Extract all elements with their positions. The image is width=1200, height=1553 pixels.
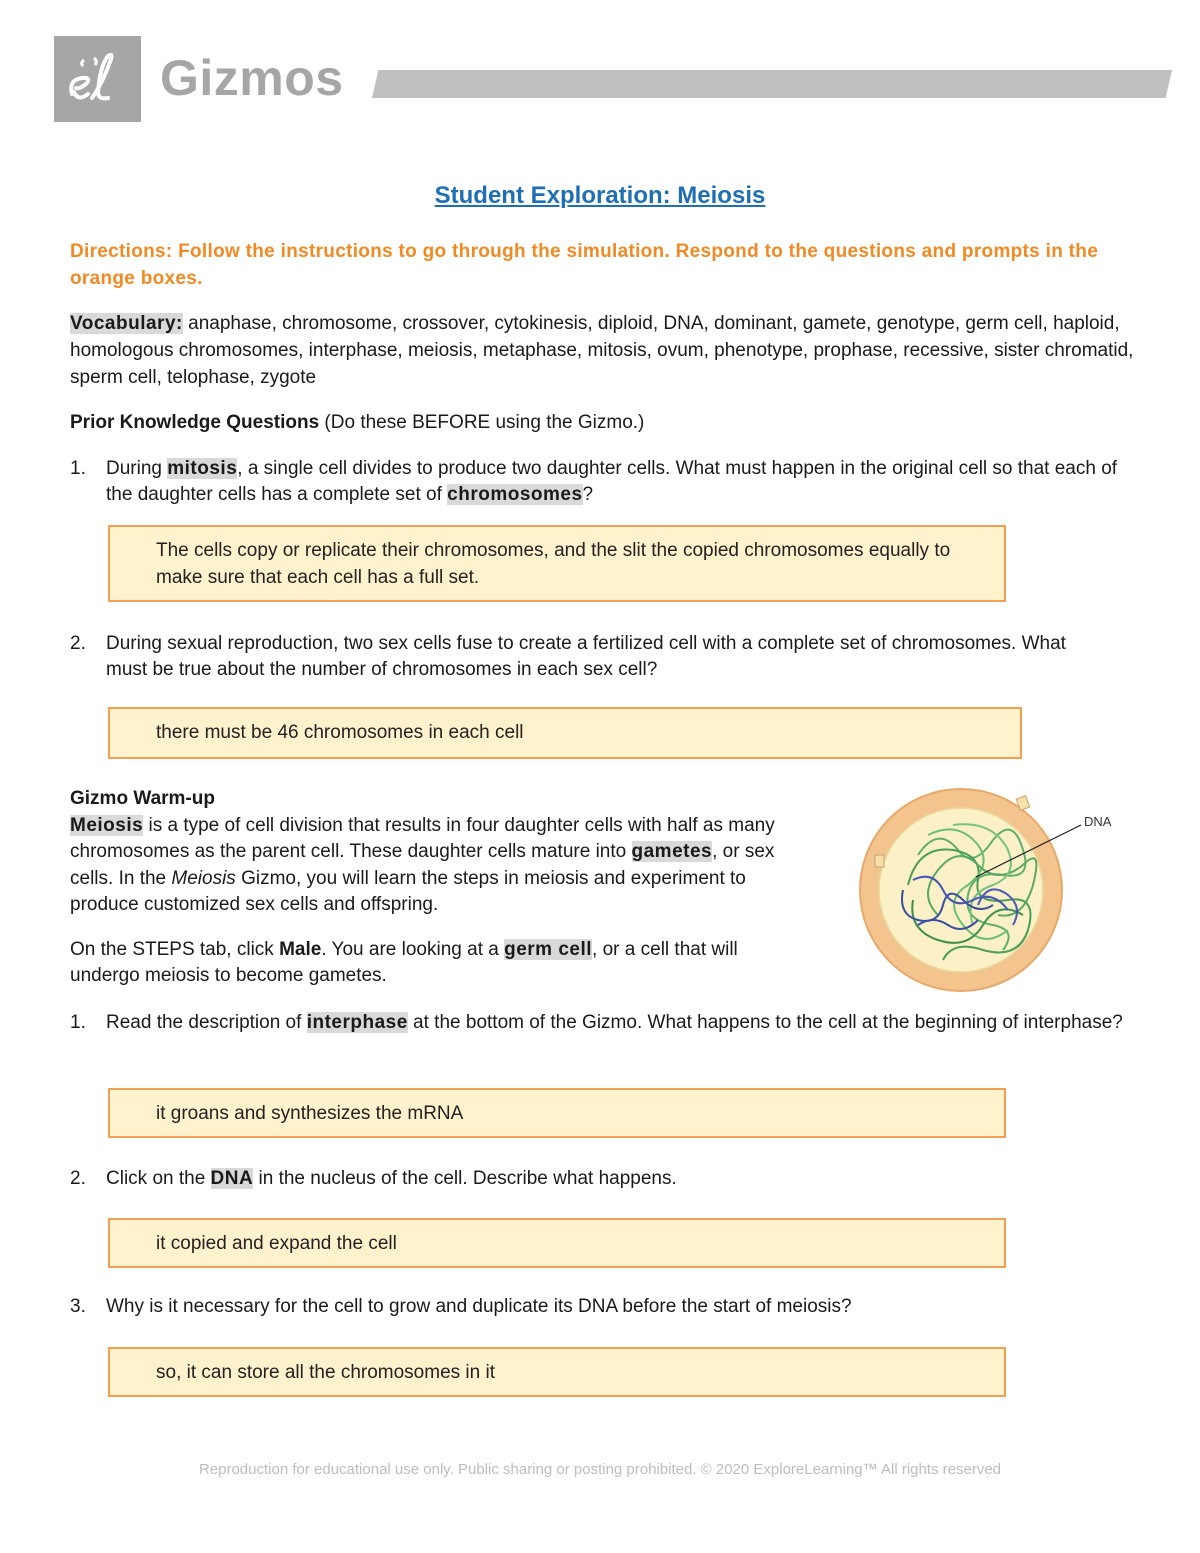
male-label: Male bbox=[279, 938, 322, 960]
question-text: Read the description of bbox=[106, 1012, 307, 1033]
question-text: During sexual reproduction, two sex cells fuse to create a fertilized cell with a complete set of chromosomes. What must be true about the number of chromosomes in each sex cell? bbox=[106, 633, 1066, 680]
gizmos-logo bbox=[54, 36, 141, 122]
paragraph-text: , or a cell that will undergo meiosis to become gametes. bbox=[70, 938, 738, 986]
dna-label: DNA bbox=[1084, 814, 1112, 829]
brand-name: Gizmos bbox=[160, 50, 344, 106]
warmup-heading: Gizmo Warm-up bbox=[70, 788, 215, 809]
warmup-paragraph-2 bbox=[70, 937, 800, 990]
question-number: 3. bbox=[70, 1296, 86, 1317]
question-text: , a single cell divides to produce two daughter cells. What must happen in the original cell so that each of the daughter cells has a complete set of bbox=[106, 458, 1118, 505]
gizmo-warmup bbox=[70, 786, 800, 1008]
vocabulary bbox=[70, 310, 1145, 391]
prior-knowledge-heading bbox=[70, 409, 644, 436]
question-text: in the nucleus of the cell. Describe what happens. bbox=[253, 1168, 677, 1189]
question-number: 1. bbox=[70, 458, 86, 479]
footer-notice: Reproduction for educational use only. Public sharing or posting prohibited. © 2020 ExploreLearning™ All rights reserved bbox=[198, 1461, 1002, 1478]
question-number: 1. bbox=[70, 1012, 86, 1033]
paragraph-text: is a type of cell division that results in four daughter cells with half as many chromosomes as the parent cell. These daughter cells mature into bbox=[70, 814, 775, 862]
warmup-paragraph-1 bbox=[70, 813, 800, 919]
answer-box-step-1[interactable]: it groans and synthesizes the mRNA bbox=[108, 1088, 1006, 1138]
vocabulary-terms: anaphase, chromosome, crossover, cytokinesis, diploid, DNA, dominant, gamete, genotype, germ cell, haploid, homologous chromosomes, interphase, meiosis, metaphase, mitosis, ovum, phenotype, prophase, recessive, sister chromatid, sperm cell, telophase, zygote bbox=[70, 313, 1134, 388]
question-text: Click on the bbox=[106, 1168, 211, 1189]
term-meiosis: Meiosis bbox=[70, 814, 144, 836]
paragraph-text: On the STEPS tab, click bbox=[70, 938, 280, 960]
question-text: at the bottom of the Gizmo. What happens to the cell at the beginning of interphase? bbox=[407, 1012, 1123, 1033]
term-dna: DNA bbox=[210, 1168, 254, 1189]
answer-box-prior-1[interactable]: The cells copy or replicate their chromosomes, and the slit the copied chromosomes equally to make sure that each cell has a full set. bbox=[108, 525, 1006, 602]
answer-box-step-2[interactable]: it copied and expand the cell bbox=[108, 1218, 1006, 1268]
germ-cell-figure bbox=[858, 785, 1128, 995]
prior-question-1 bbox=[70, 456, 1120, 508]
gizmo-name: Meiosis bbox=[171, 867, 236, 889]
prior-heading-label: Prior Knowledge Questions bbox=[70, 412, 320, 433]
vocabulary-label: Vocabulary: bbox=[70, 313, 183, 334]
logo-mark-icon bbox=[54, 36, 141, 122]
question-text: ? bbox=[582, 484, 594, 505]
paragraph-text: Gizmo, you will learn the steps in meiosis and experiment to produce customized sex cells and offspring. bbox=[70, 867, 746, 915]
term-gametes: gametes bbox=[631, 841, 713, 862]
directions: Directions: Follow the instructions to go through the simulation. Respond to the questions and prompts in the orange boxes. bbox=[70, 241, 1099, 289]
step-question-1 bbox=[70, 1010, 1130, 1036]
prior-heading-note: (Do these BEFORE using the Gizmo.) bbox=[319, 412, 645, 433]
question-number: 2. bbox=[70, 633, 86, 654]
term-interphase: interphase bbox=[306, 1012, 408, 1033]
question-text: Why is it necessary for the cell to grow and duplicate its DNA before the start of meiosis? bbox=[106, 1296, 852, 1317]
paragraph-text: . You are looking at a bbox=[321, 938, 505, 960]
answer-box-step-3[interactable]: so, it can store all the chromosomes in it bbox=[108, 1347, 1006, 1397]
paragraph-text: , or sex cells. In the bbox=[70, 841, 775, 889]
prior-question-2 bbox=[70, 631, 1070, 683]
header-bar bbox=[372, 70, 1172, 98]
question-number: 2. bbox=[70, 1168, 86, 1189]
page-title: Student Exploration: Meiosis bbox=[434, 182, 766, 209]
term-mitosis: mitosis bbox=[167, 458, 238, 479]
answer-box-prior-2[interactable]: there must be 46 chromosomes in each cell bbox=[108, 707, 1022, 759]
term-chromosomes: chromosomes bbox=[447, 484, 583, 505]
question-text: During bbox=[106, 458, 168, 479]
step-question-2 bbox=[70, 1166, 1130, 1192]
term-germ-cell: germ cell bbox=[504, 938, 593, 960]
step-question-3 bbox=[70, 1294, 1130, 1320]
centriole-icon bbox=[875, 855, 884, 867]
